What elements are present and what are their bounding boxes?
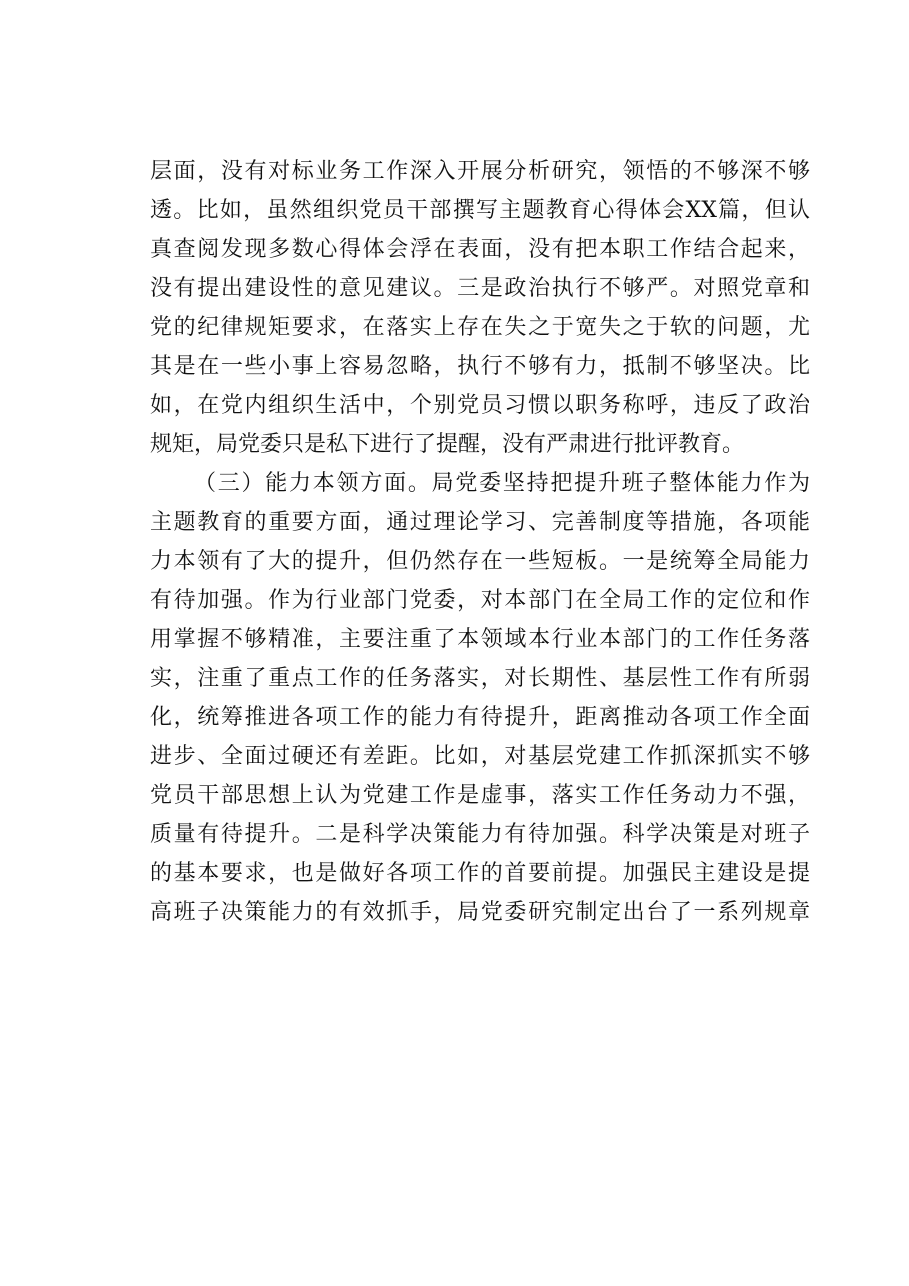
text-line: 用掌握不够精准，主要注重了本领域本行业本部门的工作任务落 xyxy=(150,627,810,652)
text-line: 党员干部思想上认为党建工作是虚事，落实工作任务动力不强， xyxy=(150,783,810,808)
text-line: 没有提出建设性的意见建议。三是政治执行不够严。对照党章和 xyxy=(150,276,810,301)
text-line: 实，注重了重点工作的任务落实，对长期性、基层性工作有所弱 xyxy=(150,666,810,691)
text-line: 高班子决策能力的有效抓手，局党委研究制定出台了一系列规章 xyxy=(150,900,810,925)
document-body xyxy=(150,152,810,932)
text-line: 如，在党内组织生活中，个别党员习惯以职务称呼，违反了政治 xyxy=(150,393,810,418)
text-line: 主题教育的重要方面，通过理论学习、完善制度等措施，各项能 xyxy=(150,510,810,535)
text-line: 其是在一些小事上容易忽略，执行不够有力，抵制不够坚决。比 xyxy=(150,354,810,379)
text-line: 层面，没有对标业务工作深入开展分析研究，领悟的不够深不够 xyxy=(150,159,810,184)
paragraph-1 xyxy=(150,152,810,464)
text-line: 透。比如，虽然组织党员干部撰写主题教育心得体会XX篇，但认 xyxy=(150,198,810,223)
text-line: 党的纪律规矩要求，在落实上存在失之于宽失之于软的问题，尤 xyxy=(150,315,810,340)
text-line: 质量有待提升。二是科学决策能力有待加强。科学决策是对班子 xyxy=(150,822,810,847)
text-line: （三）能力本领方面。局党委坚持把提升班子整体能力作为 xyxy=(194,471,810,496)
text-line: 有待加强。作为行业部门党委，对本部门在全局工作的定位和作 xyxy=(150,588,810,613)
text-line: 进步、全面过硬还有差距。比如，对基层党建工作抓深抓实不够 xyxy=(150,744,810,769)
paragraph-2 xyxy=(150,464,810,932)
text-line: 真查阅发现多数心得体会浮在表面，没有把本职工作结合起来， xyxy=(150,237,810,262)
text-line: 规矩，局党委只是私下进行了提醒，没有严肃进行批评教育。 xyxy=(150,432,745,457)
text-line: 的基本要求，也是做好各项工作的首要前提。加强民主建设是提 xyxy=(150,861,810,886)
text-line: 力本领有了大的提升，但仍然存在一些短板。一是统筹全局能力 xyxy=(150,549,810,574)
text-line: 化，统筹推进各项工作的能力有待提升，距离推动各项工作全面 xyxy=(150,705,810,730)
